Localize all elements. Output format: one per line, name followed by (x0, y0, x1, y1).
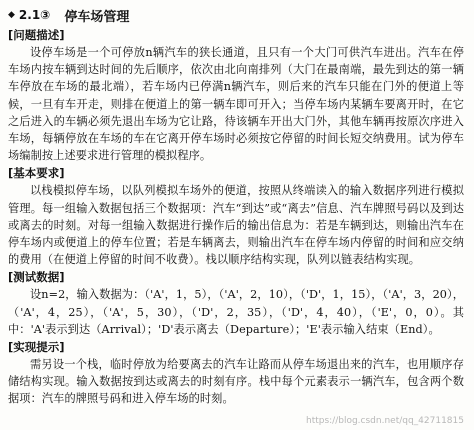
diamond-bullet-icon: ◆ (8, 10, 15, 20)
page-title: 停车场管理 (64, 9, 130, 25)
section-heading: [测试数据] (8, 270, 65, 285)
section-heading: [问题描述] (8, 28, 65, 42)
section-heading: [实现提示] (8, 340, 65, 355)
problem-description-section (8, 27, 464, 164)
section-body: 设停车场是一个可停放n辆汽车的狭长通道，且只有一个大门可供汽车进出。汽车在停车场内按车辆到达时间的先后顺序，依次由北向南排列（大门在最南端，最先到达的第一辆车停放在车场的最北端），若车场内已停满n辆汽车，则后来的汽车只能在门外的便道上等候，一旦有车开走，则排在便道上的第一辆车即可开入；当停车场内某辆车要离开时，在它之后进入的车辆必须先退出车场为它让路，待该辆车开出大门外，其他车辆再按原次序进入车场，每辆停放在车场的车在它离开停车场时必须按它停留的时间长短交纳费用。试为停车场编制按上述要求进行管理的模拟程序。 (8, 46, 464, 163)
section-body: 以栈模拟停车场，以队列模拟车场外的便道，按照从终端读入的输入数据序列进行模拟管理。每一组输入数据包括三个数据项：汽车“到达”或“离去”信息、汽车牌照号码以及到达或离去的时刻。对每一组输入数据进行操作后的输出信息为：若是车辆到达，则输出汽车在停车场内或便道上的停车位置；若是车辆离去，则输出汽车在停车场内停留的时间和应交纳的费用（在便道上停留的时间不收费）。栈以顺序结构实现，队列以链表结构实现。 (8, 184, 464, 267)
test-data-section (8, 269, 464, 338)
basic-requirements-section (8, 165, 464, 268)
section-number: 2.1③ (18, 8, 51, 22)
section-heading: [基本要求] (8, 166, 65, 181)
watermark-url: https://blog.csdn.net/qq_42711815 (305, 416, 464, 426)
section-body: 设n=2，输入数据为：（'A'，1，5），（'A'，2，10），（'D'，1，15），（'A'，3，20），（'A'，4，25），（'A'，5，30），（'D'，2，35），（'D'，4，40），（'E'，0，0）。其中：'A'表示到达（Arrival）；'D'表示离去（Departure）；'E'表示输入结束（End）。 (8, 288, 464, 336)
implementation-hints-section (8, 339, 464, 408)
section-body: 需另设一个栈，临时停放为给要离去的汽车让路而从停车场退出来的汽车，也用顺序存储结构实现。输入数据按到达或离去的时刻有序。栈中每个元素表示一辆汽车，包含两个数据项：汽车的牌照号码和进入停车场的时刻。 (8, 358, 464, 406)
section-title-row (8, 4, 464, 26)
